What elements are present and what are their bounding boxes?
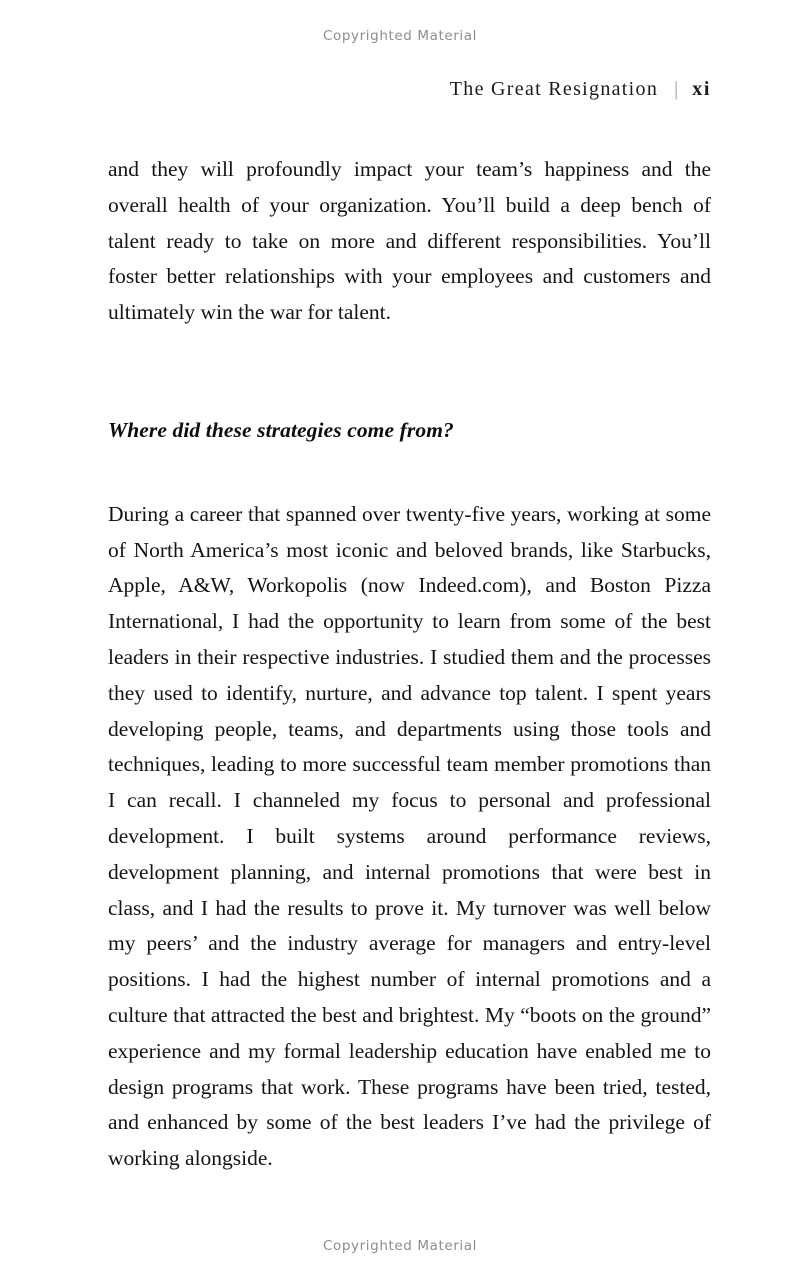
copyright-watermark-top: Copyrighted Material — [323, 28, 477, 44]
paragraph-intro: and they will profoundly impact your team’s happiness and the overall health of your organization. You’ll build a deep bench of talent ready to take on more and different responsibilities. You’ll foster better relationships with your employees and customers and ultimately win the war for talent. — [108, 157, 711, 325]
spacer-above-heading — [108, 331, 711, 413]
copyright-watermark-bottom: Copyrighted Material — [323, 1238, 477, 1254]
text-column — [108, 152, 711, 1177]
paragraph-origin-story: During a career that spanned over twenty-five years, working at some of North America’s most iconic and beloved brands, like Starbucks, Apple, A&W, Workopolis (now Indeed.com), and Boston Pizza International, I had the opportunity to learn from some of the best leaders in their respective industries. I studied them and the processes they used to identify, nurture, and advance top talent. I spent years developing people, teams, and departments using those tools and techniques, leading to more successful team member promotions than I can recall. I channeled my focus to personal and professional development. I built systems around performance reviews, development planning, and internal promotions that were best in class, and I had the results to prove it. My turnover was well below my peers’ and the industry average for managers and entry-level positions. I had the highest number of internal promotions and a culture that attracted the best and brightest. My “boots on the ground” experience and my formal leadership education have enabled me to design programs that work. These programs have been tried, tested, and enhanced by some of the best leaders I’ve had the privilege of working alongside. — [108, 501, 711, 1171]
running-head-title: The Great Resignation — [449, 78, 659, 100]
running-head-separator: | — [674, 78, 680, 100]
page-number: xi — [692, 78, 711, 100]
spacer-below-heading — [108, 449, 711, 497]
running-head — [108, 78, 711, 101]
section-heading: Where did these strategies come from? — [108, 417, 454, 442]
